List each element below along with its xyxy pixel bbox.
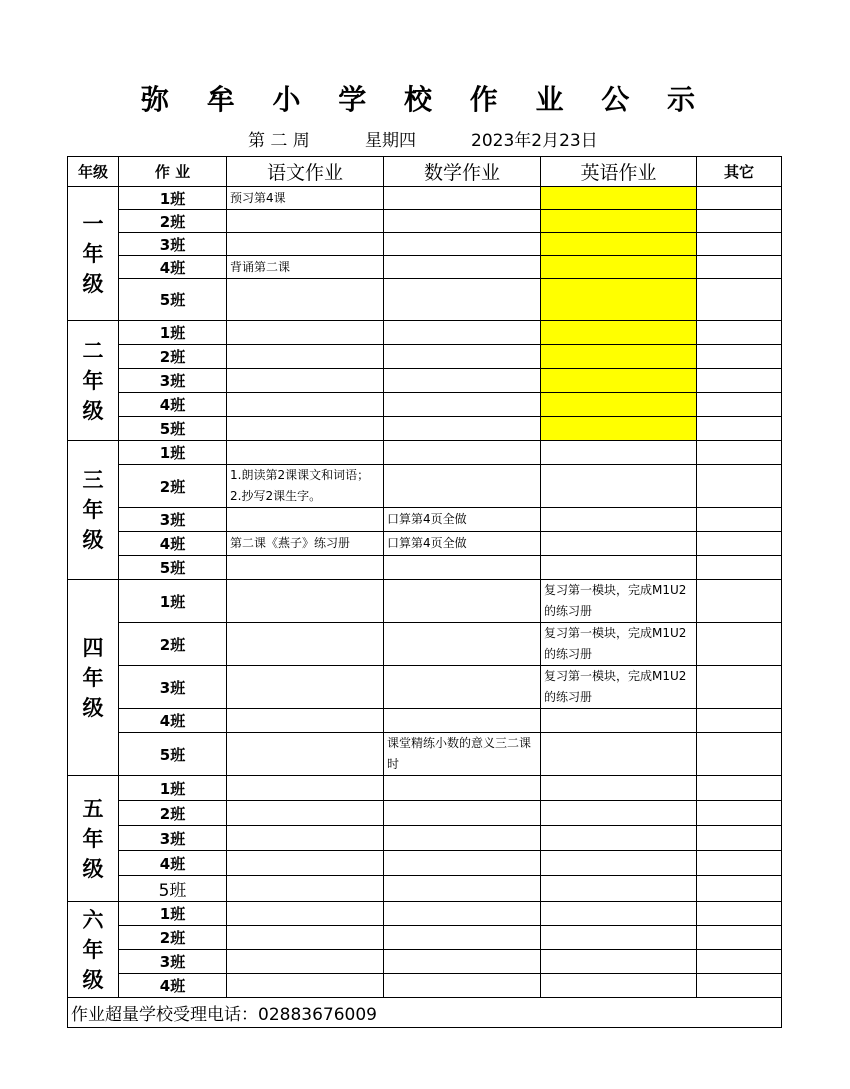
other-homework-cell <box>697 256 782 279</box>
date-label: 2023年2月23日 <box>471 131 598 151</box>
math-homework-cell <box>384 465 541 508</box>
other-homework-cell <box>697 508 782 532</box>
page-title: 弥 牟 小 学 校 作 业 公 示 <box>141 83 709 116</box>
table-row <box>68 369 782 393</box>
class-label: 5班 <box>119 876 227 902</box>
math-homework-cell <box>384 321 541 345</box>
other-homework-cell <box>697 876 782 902</box>
grade-char: 二 <box>82 337 104 363</box>
grade-label <box>68 441 119 580</box>
math-homework-cell <box>384 826 541 851</box>
table-row <box>68 393 782 417</box>
table-row <box>68 441 782 465</box>
math-homework-cell <box>384 580 541 623</box>
other-homework-cell <box>697 950 782 974</box>
table-row <box>68 950 782 974</box>
grade-char: 级 <box>82 270 104 296</box>
english-homework-cell <box>541 926 697 950</box>
chinese-homework-cell <box>227 902 384 926</box>
other-homework-cell <box>697 233 782 256</box>
class-label: 5班 <box>119 417 227 441</box>
class-label: 2班 <box>119 465 227 508</box>
table-row <box>68 345 782 369</box>
class-label: 4班 <box>119 974 227 998</box>
other-homework-cell <box>697 851 782 876</box>
chinese-homework-cell <box>227 580 384 623</box>
chinese-homework-cell <box>227 666 384 709</box>
other-homework-cell <box>697 321 782 345</box>
other-homework-cell <box>697 623 782 666</box>
table-row <box>68 776 782 801</box>
math-homework-cell: 课堂精练小数的意义三二课时 <box>384 733 541 776</box>
chinese-homework-cell <box>227 623 384 666</box>
math-homework-cell <box>384 233 541 256</box>
english-homework-cell <box>541 417 697 441</box>
english-homework-cell: 复习第一模块，完成M1U2的练习册 <box>541 580 697 623</box>
chinese-homework-cell <box>227 826 384 851</box>
chinese-homework-cell: 1.朗读第2课课文和词语； 2.抄写2课生字。 <box>227 465 384 508</box>
table-row <box>68 623 782 666</box>
english-homework-cell <box>541 345 697 369</box>
english-homework-cell <box>541 210 697 233</box>
chinese-homework-cell <box>227 233 384 256</box>
english-homework-cell: 复习第一模块，完成M1U2的练习册 <box>541 666 697 709</box>
table-row <box>68 926 782 950</box>
other-homework-cell <box>697 210 782 233</box>
table-row <box>68 851 782 876</box>
other-homework-cell <box>697 345 782 369</box>
chinese-homework-cell <box>227 926 384 950</box>
grade-label <box>68 776 119 902</box>
english-homework-cell <box>541 279 697 321</box>
math-homework-cell <box>384 776 541 801</box>
english-homework-cell <box>541 369 697 393</box>
english-homework-cell <box>541 974 697 998</box>
english-homework-cell <box>541 950 697 974</box>
other-homework-cell <box>697 580 782 623</box>
english-homework-cell <box>541 393 697 417</box>
header-math: 数学作业 <box>384 157 541 187</box>
chinese-homework-cell: 第二课《燕子》练习册 <box>227 532 384 556</box>
table-row <box>68 187 782 210</box>
math-homework-cell <box>384 709 541 733</box>
class-label: 2班 <box>119 210 227 233</box>
class-label: 5班 <box>119 733 227 776</box>
math-homework-cell <box>384 876 541 902</box>
table-row <box>68 233 782 256</box>
math-homework-cell <box>384 666 541 709</box>
chinese-homework-cell <box>227 393 384 417</box>
grade-char: 一 <box>82 210 104 236</box>
math-homework-cell <box>384 279 541 321</box>
grade-char: 年 <box>82 936 104 962</box>
other-homework-cell <box>697 709 782 733</box>
header-row <box>68 157 782 187</box>
english-homework-cell <box>541 776 697 801</box>
table-row <box>68 210 782 233</box>
grade-label <box>68 321 119 441</box>
math-homework-cell <box>384 926 541 950</box>
grade-char: 级 <box>82 527 104 552</box>
other-homework-cell <box>697 187 782 210</box>
other-homework-cell <box>697 926 782 950</box>
class-label: 3班 <box>119 233 227 256</box>
class-label: 5班 <box>119 279 227 321</box>
math-homework-cell <box>384 187 541 210</box>
class-label: 5班 <box>119 556 227 580</box>
grade-char: 级 <box>82 855 104 881</box>
english-homework-cell <box>541 709 697 733</box>
table-row <box>68 532 782 556</box>
other-homework-cell <box>697 532 782 556</box>
chinese-homework-cell <box>227 974 384 998</box>
english-homework-cell <box>541 465 697 508</box>
other-homework-cell <box>697 556 782 580</box>
english-homework-cell <box>541 826 697 851</box>
class-label: 2班 <box>119 926 227 950</box>
chinese-homework-cell <box>227 345 384 369</box>
table-row <box>68 974 782 998</box>
chinese-homework-cell <box>227 851 384 876</box>
class-label: 2班 <box>119 801 227 826</box>
math-homework-cell <box>384 369 541 393</box>
table-row <box>68 465 782 508</box>
math-homework-cell <box>384 393 541 417</box>
grade-char: 级 <box>82 694 104 720</box>
english-homework-cell <box>541 851 697 876</box>
chinese-homework-cell <box>227 950 384 974</box>
other-homework-cell <box>697 902 782 926</box>
english-homework-cell <box>541 876 697 902</box>
grade-char: 四 <box>82 634 104 660</box>
class-label: 3班 <box>119 369 227 393</box>
math-homework-cell <box>384 851 541 876</box>
other-homework-cell <box>697 369 782 393</box>
math-homework-cell <box>384 210 541 233</box>
grade-char: 年 <box>82 240 104 266</box>
week-label: 第 二 周 <box>248 131 310 151</box>
other-homework-cell <box>697 776 782 801</box>
chinese-homework-cell <box>227 556 384 580</box>
english-homework-cell <box>541 532 697 556</box>
chinese-homework-cell <box>227 876 384 902</box>
header-other: 其它 <box>697 157 782 187</box>
math-homework-cell <box>384 345 541 369</box>
header-grade: 年级 <box>68 157 119 187</box>
class-label: 3班 <box>119 950 227 974</box>
math-homework-cell <box>384 801 541 826</box>
other-homework-cell <box>697 465 782 508</box>
class-label: 1班 <box>119 776 227 801</box>
table-row <box>68 321 782 345</box>
chinese-homework-cell <box>227 508 384 532</box>
math-homework-cell <box>384 556 541 580</box>
table-row <box>68 556 782 580</box>
math-homework-cell: 口算第4页全做 <box>384 532 541 556</box>
math-homework-cell <box>384 950 541 974</box>
other-homework-cell <box>697 393 782 417</box>
header-english: 英语作业 <box>541 157 697 187</box>
class-label: 1班 <box>119 187 227 210</box>
class-label: 4班 <box>119 256 227 279</box>
table-row <box>68 666 782 709</box>
math-homework-cell <box>384 974 541 998</box>
grade-char: 级 <box>82 397 104 423</box>
english-homework-cell <box>541 508 697 532</box>
class-label: 1班 <box>119 580 227 623</box>
grade-char: 五 <box>82 795 104 821</box>
other-homework-cell <box>697 733 782 776</box>
grade-char: 三 <box>82 467 104 492</box>
math-homework-cell <box>384 256 541 279</box>
chinese-homework-cell <box>227 441 384 465</box>
math-homework-cell <box>384 417 541 441</box>
grade-label <box>68 580 119 776</box>
class-label: 3班 <box>119 826 227 851</box>
chinese-homework-cell <box>227 417 384 441</box>
class-label: 4班 <box>119 532 227 556</box>
class-label: 4班 <box>119 851 227 876</box>
chinese-homework-cell: 预习第4课 <box>227 187 384 210</box>
table-row <box>68 902 782 926</box>
other-homework-cell <box>697 826 782 851</box>
math-homework-cell <box>384 441 541 465</box>
class-label: 1班 <box>119 321 227 345</box>
english-homework-cell: 复习第一模块，完成M1U2的练习册 <box>541 623 697 666</box>
english-homework-cell <box>541 321 697 345</box>
english-homework-cell <box>541 902 697 926</box>
class-label: 4班 <box>119 709 227 733</box>
chinese-homework-cell <box>227 709 384 733</box>
complaint-hotline: 作业超量学校受理电话：02883676009 <box>68 998 782 1028</box>
math-homework-cell <box>384 623 541 666</box>
weekday-label: 星期四 <box>365 131 416 151</box>
grade-char: 年 <box>82 664 104 690</box>
chinese-homework-cell: 背诵第二课 <box>227 256 384 279</box>
english-homework-cell <box>541 256 697 279</box>
english-homework-cell <box>541 441 697 465</box>
table-row <box>68 801 782 826</box>
header-chinese: 语文作业 <box>227 157 384 187</box>
table-row <box>68 580 782 623</box>
grade-label <box>68 902 119 998</box>
homework-table <box>67 156 782 1028</box>
class-label: 1班 <box>119 902 227 926</box>
english-homework-cell <box>541 801 697 826</box>
grade-char: 年 <box>82 825 104 851</box>
chinese-homework-cell <box>227 321 384 345</box>
other-homework-cell <box>697 801 782 826</box>
chinese-homework-cell <box>227 733 384 776</box>
table-row <box>68 876 782 902</box>
other-homework-cell <box>697 666 782 709</box>
chinese-homework-cell <box>227 369 384 393</box>
math-homework-cell <box>384 902 541 926</box>
table-row <box>68 508 782 532</box>
footer-row <box>68 998 782 1028</box>
class-label: 2班 <box>119 345 227 369</box>
grade-char: 六 <box>82 906 104 932</box>
table-row <box>68 417 782 441</box>
class-label: 3班 <box>119 508 227 532</box>
class-label: 2班 <box>119 623 227 666</box>
other-homework-cell <box>697 441 782 465</box>
other-homework-cell <box>697 417 782 441</box>
math-homework-cell: 口算第4页全做 <box>384 508 541 532</box>
class-label: 3班 <box>119 666 227 709</box>
grade-char: 级 <box>82 966 104 992</box>
english-homework-cell <box>541 556 697 580</box>
grade-label <box>68 187 119 321</box>
english-homework-cell <box>541 187 697 210</box>
other-homework-cell <box>697 279 782 321</box>
table-row <box>68 709 782 733</box>
table-row <box>68 826 782 851</box>
header-homework: 作 业 <box>119 157 227 187</box>
english-homework-cell <box>541 733 697 776</box>
chinese-homework-cell <box>227 801 384 826</box>
chinese-homework-cell <box>227 279 384 321</box>
class-label: 1班 <box>119 441 227 465</box>
table-row <box>68 733 782 776</box>
grade-char: 年 <box>82 367 104 393</box>
english-homework-cell <box>541 233 697 256</box>
grade-char: 年 <box>82 497 104 522</box>
chinese-homework-cell <box>227 776 384 801</box>
class-label: 4班 <box>119 393 227 417</box>
chinese-homework-cell <box>227 210 384 233</box>
other-homework-cell <box>697 974 782 998</box>
table-row <box>68 279 782 321</box>
table-row <box>68 256 782 279</box>
